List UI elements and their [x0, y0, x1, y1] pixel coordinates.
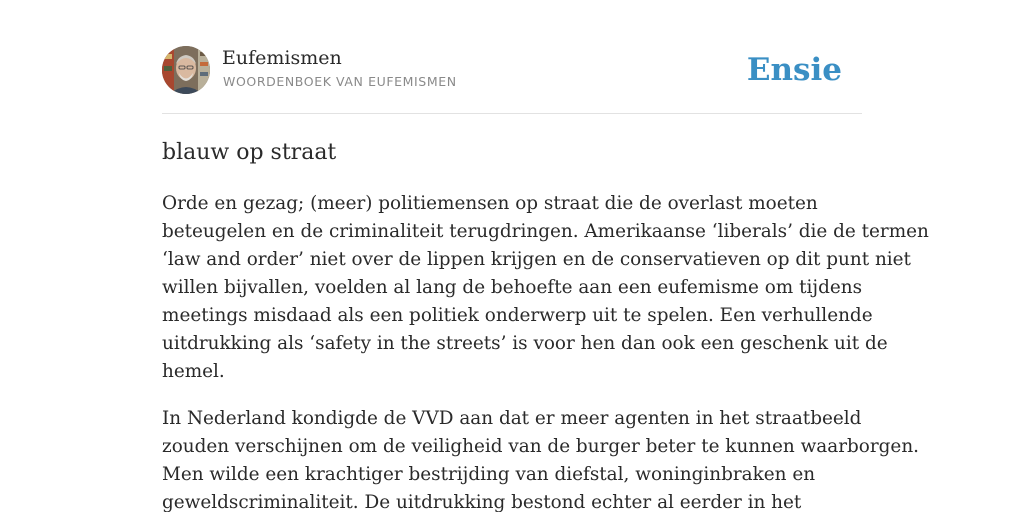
text-line: beteugelen en de criminaliteit terugdringen. Amerikaanse ‘liberals’ die de termen [162, 221, 929, 242]
header-divider [162, 113, 862, 114]
text-line: ‘law and order’ niet over de lippen krijgen en de conservatieven op dit punt niet [162, 249, 911, 270]
text-line: meetings misdaad als een politiek onderwerp uit te spelen. Een verhullende [162, 305, 873, 326]
text-line: Orde en gezag; (meer) politiemensen op straat die de overlast moeten [162, 193, 818, 214]
author-avatar[interactable] [162, 46, 210, 94]
text-line: hemel. [162, 361, 225, 382]
paragraph-2 [162, 405, 920, 512]
author-name[interactable]: Eufemismen [222, 47, 342, 69]
page-title: blauw op straat [162, 140, 337, 165]
paragraph-1 [162, 190, 929, 386]
site-header [162, 46, 862, 96]
avatar-portrait-icon [162, 46, 210, 94]
text-line: In Nederland kondigde de VVD aan dat er meer agenten in het straatbeeld [162, 408, 862, 429]
text-line: zouden verschijnen om de veiligheid van de burger beter te kunnen waarborgen. [162, 436, 920, 457]
text-line: willen bijvallen, voelden al lang de behoefte aan een eufemisme om tijdens [162, 277, 863, 298]
ensie-logo-link[interactable]: Ensie [746, 52, 842, 88]
article-body [162, 190, 929, 512]
text-line: geweldscriminaliteit. De uitdrukking bestond echter al eerder in het [162, 492, 802, 512]
author-subtitle[interactable]: WOORDENBOEK VAN EUFEMISMEN [223, 74, 457, 89]
text-line: uitdrukking als ‘safety in the streets’ is voor hen dan ook een geschenk uit de [162, 333, 888, 354]
text-line: Men wilde een krachtiger bestrijding van diefstal, woninginbraken en [162, 464, 816, 485]
